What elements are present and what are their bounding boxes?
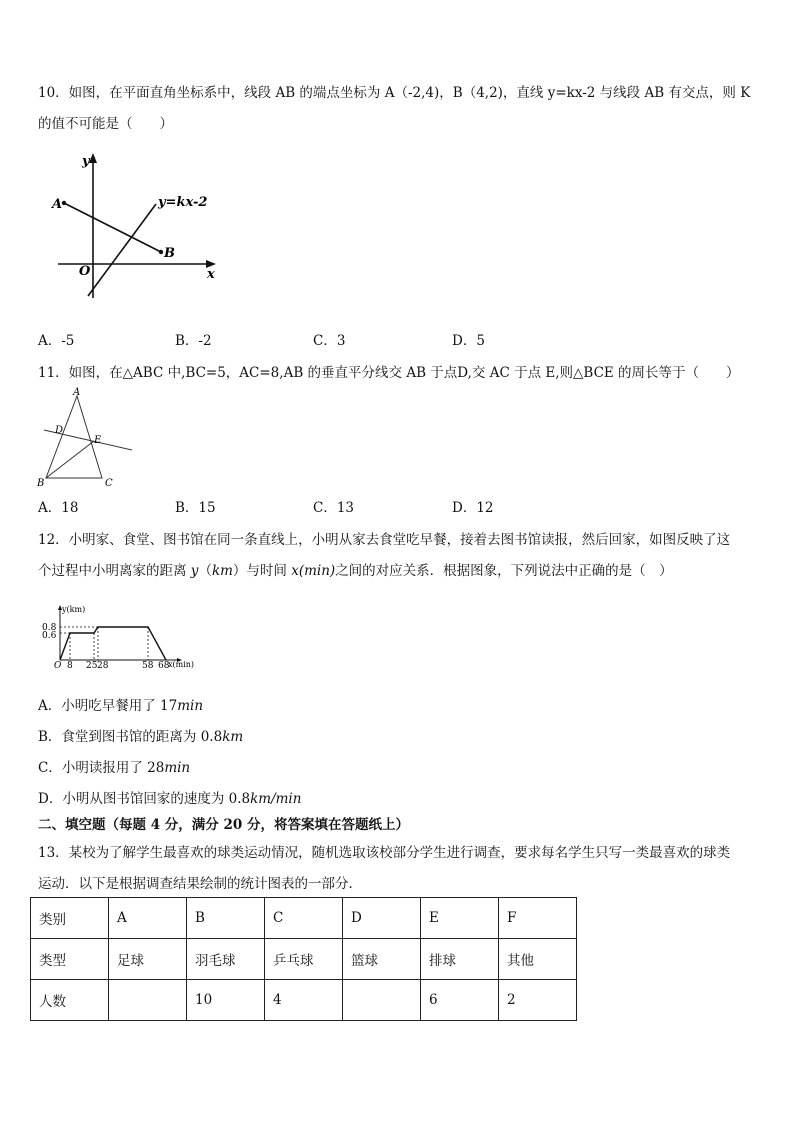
table-cell: 类别	[31, 898, 109, 939]
segment-ab	[64, 203, 161, 252]
q13-stem-line1: 13．某校为了解学生最喜欢的球类运动情况，随机选取该校部分学生进行调查，要求每名学生只写一类最喜欢的球类	[38, 845, 731, 861]
table-row-category	[31, 898, 577, 939]
q12-stem-line2-d: 之间的对应关系．根据图象，下列说法中正确的是（ ）	[335, 563, 673, 579]
point-b-label: B	[164, 246, 175, 261]
x-tick-28: 28	[97, 661, 109, 671]
x-tick-25: 25	[86, 661, 98, 671]
q12-option-d	[38, 790, 301, 808]
q10-stem-line2: 的值不可能是（ ）	[38, 116, 173, 132]
graph-y-label: y(km)	[62, 605, 86, 614]
x-tick-58: 58	[142, 661, 154, 671]
q12-option-d-unit: km/min	[250, 791, 302, 807]
table-cell: A	[109, 898, 187, 939]
q10-option-d: D．5	[452, 333, 485, 349]
q11-option-d: D．12	[452, 500, 494, 516]
table-cell: 10	[187, 980, 265, 1021]
q12-option-b	[38, 728, 243, 746]
q12-unit-km: km	[211, 563, 233, 579]
q12-stem-line2-c: ）与时间	[232, 563, 292, 579]
table-cell: 其他	[499, 939, 577, 980]
q12-option-c-text: C．小明读报用了 28	[38, 760, 165, 776]
graph-origin: O	[54, 661, 62, 671]
q13-stat-table	[30, 897, 577, 1021]
x-axis-label: x	[207, 267, 215, 282]
table-cell: 排球	[421, 939, 499, 980]
q10-figure	[50, 148, 230, 303]
point-a-dot	[62, 201, 66, 205]
q10-option-a: A．-5	[38, 333, 75, 349]
x-tick-68: 68	[158, 661, 170, 671]
vertex-c-label: C	[105, 478, 113, 489]
table-cell: E	[421, 898, 499, 939]
table-cell: C	[265, 898, 343, 939]
q12-var-y: y	[190, 563, 199, 579]
point-a-label: A	[52, 197, 63, 212]
q12-option-c	[38, 759, 190, 777]
table-cell: 羽毛球	[187, 939, 265, 980]
q12-option-b-text: B．食堂到图书馆的距离为 0.8	[38, 729, 223, 745]
table-cell: 2	[499, 980, 577, 1021]
table-cell: B	[187, 898, 265, 939]
q11-option-b: B．15	[175, 500, 216, 516]
table-cell	[343, 980, 421, 1021]
y-axis-label: y	[82, 154, 90, 169]
distance-time-line	[60, 627, 166, 660]
table-cell: 类型	[31, 939, 109, 980]
graph-x-label: x(min)	[168, 660, 195, 669]
table-cell: F	[499, 898, 577, 939]
vertex-b-label: B	[37, 478, 45, 489]
q12-var-x: x(min)	[291, 563, 336, 579]
q13-stem-line2: 运动．以下是根据调查结果绘制的统计图表的一部分．	[38, 876, 362, 892]
y-axis-arrow	[89, 153, 97, 163]
q12-stem-line1: 12．小明家、食堂、图书馆在同一条直线上，小明从家去食堂吃早餐，接着去图书馆读报，然后回家，如图反映了这	[38, 532, 731, 548]
q11-option-a: A．18	[38, 500, 79, 516]
table-cell: 乒乓球	[265, 939, 343, 980]
q12-stem-line2-a: 个过程中小明离家的距离	[38, 563, 191, 579]
q12-option-a-unit: min	[177, 698, 204, 714]
q12-option-b-unit: km	[222, 729, 244, 745]
q11-figure	[36, 386, 166, 490]
origin-label: O	[79, 264, 91, 279]
table-cell	[109, 980, 187, 1021]
q10-option-b: B．-2	[175, 333, 212, 349]
point-e-label: E	[94, 435, 102, 446]
table-cell: 足球	[109, 939, 187, 980]
section-2-title: 二、填空题（每题 4 分，满分 20 分，将答案填在答题纸上）	[38, 817, 409, 833]
q12-option-a-text: A．小明吃早餐用了 17	[38, 698, 178, 714]
y-tick-0-6: 0.6	[42, 631, 57, 641]
table-row-type	[31, 939, 577, 980]
q12-graph	[38, 600, 208, 672]
line-y-kx-2	[88, 204, 156, 296]
table-cell: 人数	[31, 980, 109, 1021]
y-tick-0-8: 0.8	[42, 623, 57, 633]
q11-stem: 11．如图，在△ABC 中,BC=5，AC=8,AB 的垂直平分线交 AB 于点D,交 AC 于点 E,则△BCE 的周长等于（ ）	[38, 365, 740, 381]
q10-stem-line1: 10．如图，在平面直角坐标系中，线段 AB 的端点坐标为 A（-2,4)，B（4,2)，直线 y=kx-2 与线段 AB 有交点，则 K	[38, 85, 751, 101]
line-label: y=kx-2	[158, 195, 208, 210]
point-d-label: D	[55, 425, 64, 436]
q12-stem-line2-b: （	[198, 563, 212, 579]
point-b-dot	[159, 250, 163, 254]
x-tick-8: 8	[67, 661, 73, 671]
table-row-count	[31, 980, 577, 1021]
table-cell: 4	[265, 980, 343, 1021]
q12-stem-line2	[38, 562, 758, 580]
table-cell: 篮球	[343, 939, 421, 980]
table-cell: D	[343, 898, 421, 939]
q12-option-c-unit: min	[164, 760, 191, 776]
q10-option-c: C．3	[313, 333, 346, 349]
q11-option-c: C．13	[313, 500, 355, 516]
q12-option-d-text: D．小明从图书馆回家的速度为 0.8	[38, 791, 251, 807]
vertex-a-label: A	[73, 387, 81, 398]
table-cell: 6	[421, 980, 499, 1021]
q12-option-a	[38, 697, 203, 715]
